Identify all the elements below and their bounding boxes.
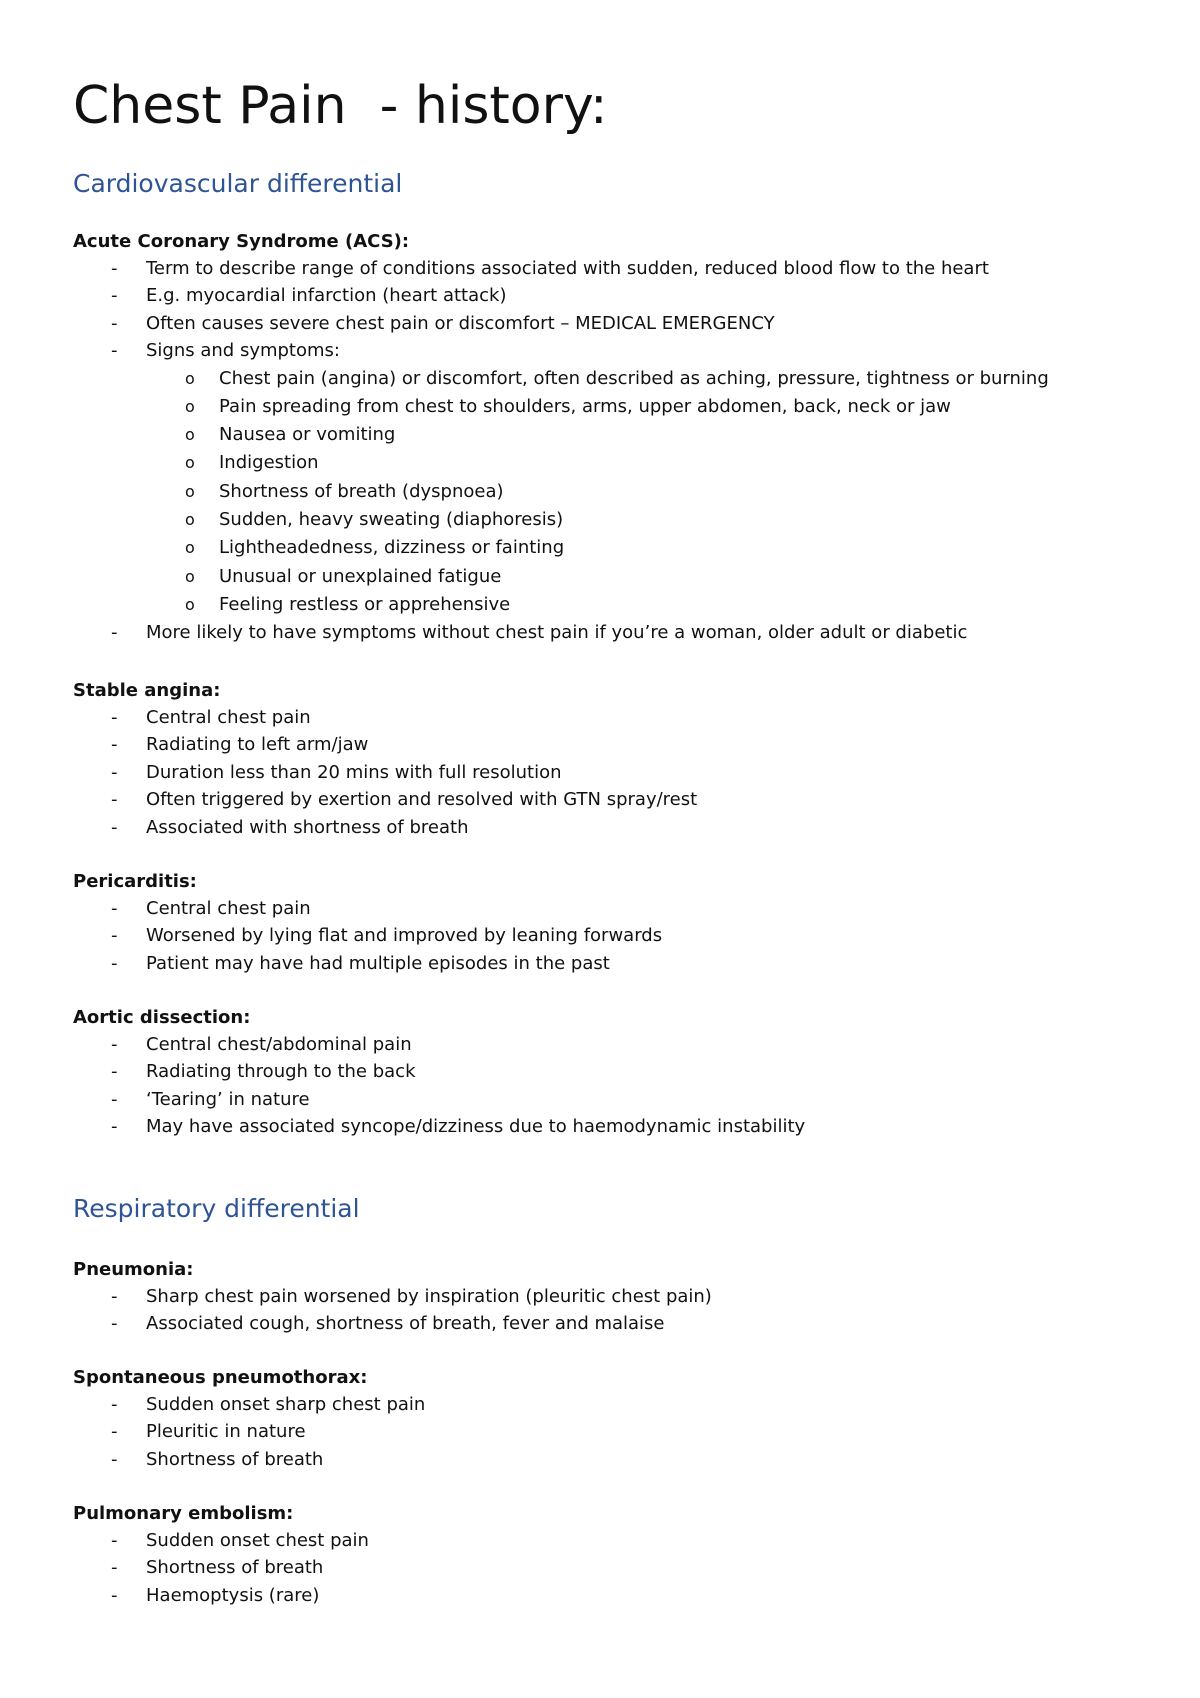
list-item: - Radiating to left arm/jaw <box>73 731 1133 758</box>
dash-bullet: - <box>111 312 118 334</box>
pneumonia-heading: Pneumonia: <box>73 1259 194 1280</box>
dash-bullet: - <box>111 1313 118 1335</box>
aortic-dissection-section <box>73 1004 1133 1141</box>
circle-bullet: o <box>185 566 195 586</box>
circle-bullet: o <box>185 396 195 416</box>
dash-bullet: - <box>111 1061 118 1083</box>
sub-list-item: o Pain spreading from chest to shoulders, arms, upper abdomen, back, neck or jaw <box>73 393 1133 421</box>
cardiovascular-heading: Cardiovascular differential <box>73 169 403 198</box>
acs-section <box>73 228 1133 647</box>
circle-bullet: o <box>185 481 195 501</box>
list-item: - Radiating through to the back <box>73 1058 1133 1085</box>
circle-bullet: o <box>185 510 195 530</box>
dash-bullet: - <box>111 707 118 728</box>
aortic-dissection-heading: Aortic dissection: <box>73 1007 251 1028</box>
dash-bullet: - <box>111 816 118 838</box>
stable-angina-section <box>73 677 1133 841</box>
list-item: - Central chest pain <box>73 704 1133 731</box>
list-item: - Shortness of breath <box>73 1554 1133 1581</box>
dash-bullet: - <box>111 1421 118 1443</box>
dash-bullet: - <box>111 622 118 644</box>
list-item: - Duration less than 20 mins with full resolution <box>73 759 1133 786</box>
list-item: - Associated with shortness of breath <box>73 814 1133 841</box>
dash-bullet: - <box>111 1448 118 1470</box>
circle-bullet: o <box>185 368 195 388</box>
sub-list-item: o Chest pain (angina) or discomfort, often described as aching, pressure, tightness or burning <box>73 365 1133 393</box>
dash-bullet: - <box>111 1584 118 1606</box>
list-item: - Patient may have had multiple episodes in the past <box>73 950 1133 977</box>
dash-bullet: - <box>111 258 118 279</box>
list-item: - Associated cough, shortness of breath, fever and malaise <box>73 1310 1133 1337</box>
dash-bullet: - <box>111 340 118 362</box>
circle-bullet: o <box>185 538 195 558</box>
circle-bullet: o <box>185 425 195 445</box>
dash-bullet: - <box>111 1557 118 1579</box>
list-item: - May have associated syncope/dizziness due to haemodynamic instability <box>73 1113 1133 1140</box>
respiratory-heading: Respiratory differential <box>73 1194 360 1223</box>
dash-bullet: - <box>111 898 118 919</box>
pneumothorax-heading: Spontaneous pneumothorax: <box>73 1367 368 1388</box>
list-item: - Often triggered by exertion and resolved with GTN spray/rest <box>73 786 1133 813</box>
dash-bullet: - <box>111 734 118 756</box>
pericarditis-section <box>73 868 1133 977</box>
list-item: - E.g. myocardial infarction (heart attack) <box>73 282 1133 309</box>
dash-bullet: - <box>111 1286 118 1307</box>
sub-list-item: o Feeling restless or apprehensive <box>73 591 1133 619</box>
dash-bullet: - <box>111 1116 118 1138</box>
dash-bullet: - <box>111 789 118 811</box>
list-item: - Sudden onset sharp chest pain <box>73 1391 1133 1418</box>
sub-list-item: o Indigestion <box>73 449 1133 477</box>
list-item: - Haemoptysis (rare) <box>73 1582 1133 1609</box>
stable-angina-heading: Stable angina: <box>73 680 221 701</box>
acs-heading: Acute Coronary Syndrome (ACS): <box>73 231 410 252</box>
list-item: - More likely to have symptoms without chest pain if you’re a woman, older adult or diabetic <box>73 619 1133 646</box>
dash-bullet: - <box>111 925 118 947</box>
list-item: - Central chest pain <box>73 895 1133 922</box>
dash-bullet: - <box>111 1034 118 1055</box>
dash-bullet: - <box>111 761 118 783</box>
sub-list-item: o Shortness of breath (dyspnoea) <box>73 478 1133 506</box>
dash-bullet: - <box>111 1088 118 1110</box>
pneumothorax-section <box>73 1364 1133 1473</box>
sub-list-item: o Lightheadedness, dizziness or fainting <box>73 534 1133 562</box>
list-item: - Term to describe range of conditions associated with sudden, reduced blood flow to the heart <box>73 255 1133 282</box>
list-item: - Often causes severe chest pain or discomfort – MEDICAL EMERGENCY <box>73 310 1133 337</box>
pulmonary-embolism-section <box>73 1500 1133 1609</box>
pulmonary-embolism-heading: Pulmonary embolism: <box>73 1503 294 1524</box>
sub-list-item: o Sudden, heavy sweating (diaphoresis) <box>73 506 1133 534</box>
sub-list-item: o Unusual or unexplained fatigue <box>73 563 1133 591</box>
circle-bullet: o <box>185 594 195 614</box>
page-title: Chest Pain - history: <box>73 76 608 136</box>
list-item: - Sharp chest pain worsened by inspiration (pleuritic chest pain) <box>73 1283 1133 1310</box>
list-item: - Sudden onset chest pain <box>73 1527 1133 1554</box>
pericarditis-heading: Pericarditis: <box>73 871 197 892</box>
dash-bullet: - <box>111 952 118 974</box>
dash-bullet: - <box>111 1394 118 1415</box>
circle-bullet: o <box>185 453 195 473</box>
sub-list-item: o Nausea or vomiting <box>73 421 1133 449</box>
dash-bullet: - <box>111 285 118 307</box>
list-item: - Worsened by lying flat and improved by leaning forwards <box>73 922 1133 949</box>
list-item: - Shortness of breath <box>73 1446 1133 1473</box>
pneumonia-section <box>73 1256 1133 1338</box>
list-item: - Central chest/abdominal pain <box>73 1031 1133 1058</box>
list-item: - Pleuritic in nature <box>73 1418 1133 1445</box>
list-item: - Signs and symptoms: <box>73 337 1133 364</box>
dash-bullet: - <box>111 1530 118 1551</box>
list-item: - ‘Tearing’ in nature <box>73 1086 1133 1113</box>
